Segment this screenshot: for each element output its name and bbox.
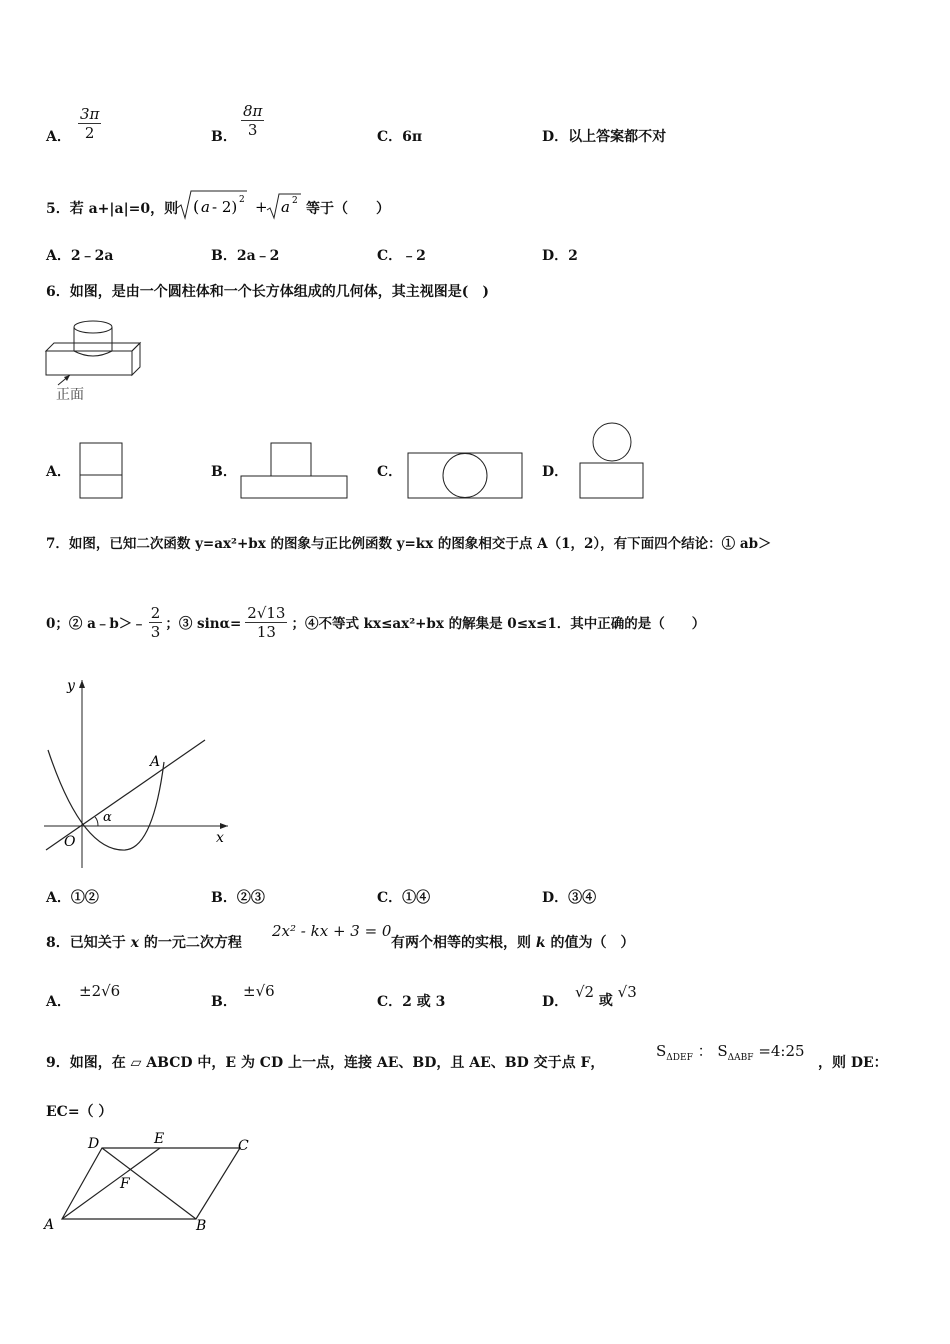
q9-stem: 9．如图，在 ▱ ABCD 中，E 为 CD 上一点，连接 AE、BD，且 AE、BD 交于点 F， [46, 1055, 605, 1071]
fig-label-a: A [44, 1217, 55, 1233]
q7-fraction-sin: $\frac{2√13}{13}$ [247, 603, 286, 641]
q8-option-c: C．2 或 3 [377, 994, 446, 1010]
q4-option-c: C．6π [377, 129, 423, 145]
q6-option-c-label: C． [377, 464, 403, 480]
q5-stem: 5．若 a+|a|=0，则 [46, 201, 179, 217]
q7-option-c: C．①④ [377, 890, 431, 906]
q6-stem: 6．如图，是由一个圆柱体和一个长方体组成的几何体，其主视图是( ) [46, 284, 489, 300]
q4-option-a [46, 126, 71, 146]
q9-stem-line2: EC=（ ） [46, 1104, 113, 1120]
q7-stem-line2: 0；② a﹣b＞﹣ $\frac{2}{3}$ ；③ sinα= $\frac{2√13}{13}$ ；④不等式 kx≤ax²+bx 的解集是 0≤x≤1．其中正确的是（ ） [46, 603, 706, 641]
q4-option-a-fraction: $\frac{3\pi}{2}$ [80, 105, 100, 142]
graph-label-y: y [67, 678, 75, 694]
graph-label-origin: O [64, 834, 76, 850]
option-label: A． [46, 129, 71, 145]
graph-label-x: x [216, 830, 224, 846]
graph-label-point-a: A [150, 754, 161, 770]
q8-option-d: D． [542, 994, 569, 1010]
q5-radical-expression [175, 188, 303, 222]
q8-option-a: A． [46, 994, 71, 1010]
fig-label-e: E [154, 1131, 165, 1147]
q6-option-d-label: D． [542, 464, 569, 480]
q7-graph [40, 672, 235, 872]
q8-option-d-math: √2 或 √3 [575, 983, 637, 1009]
q7-option-b: B．②③ [211, 890, 265, 906]
q7-option-a: A．①② [46, 890, 99, 906]
q6-solid-figure [40, 315, 150, 407]
q6-option-d-view [577, 421, 647, 501]
q8-stem-end: 有两个相等的实根，则 k 的值为（ ） [391, 935, 635, 951]
q5-option-c: C．﹣2 [377, 248, 426, 264]
fig-label-b: B [196, 1218, 207, 1234]
q8-equation: 2x² - kx + 3 = 0 [272, 922, 392, 940]
q5-stem-end: 等于（ ） [306, 201, 390, 217]
q4-option-b-fraction: $\frac{8\pi}{3}$ [243, 102, 263, 139]
graph-label-alpha: α [103, 810, 112, 825]
q8-option-b-math: ±√6 [243, 982, 275, 1000]
q9-stem-end: ，则 DE： [818, 1055, 888, 1071]
q4-option-d: D．以上答案都不对 [542, 129, 667, 145]
q5-option-a: A．2﹣2a [46, 248, 114, 264]
q8-option-a-math: ±2√6 [79, 982, 121, 1000]
fig-label-d: D [88, 1136, 100, 1152]
q8-stem: 8．已知关于 x 的一元二次方程 [46, 935, 242, 951]
q7-fraction-two-thirds: $\frac{2}{3}$ [150, 603, 161, 641]
svg-text:- 2): - 2) [212, 198, 238, 216]
q5-option-d: D．2 [542, 248, 578, 264]
fig-label-f: F [120, 1176, 130, 1192]
q4-option-b: B． [211, 129, 237, 145]
svg-text:+: + [255, 198, 268, 216]
q6-option-b-label: B． [211, 464, 237, 480]
q6-option-a-label: A． [46, 464, 71, 480]
svg-text:a: a [281, 198, 290, 216]
fig-label-c: C [238, 1138, 249, 1154]
q7-stem-line1: 7．如图，已知二次函数 y=ax²+bx 的图象与正比例函数 y=kx 的图象相交于点 A（1，2），有下面四个结论：① ab＞ [46, 536, 772, 552]
q6-option-b-view [238, 441, 350, 501]
q9-ratio: $S_{\Delta DEF}$ ： $S_{\Delta ABF}$ =4:25 [656, 1042, 805, 1063]
svg-text:2: 2 [239, 195, 245, 205]
svg-text:(: ( [193, 197, 200, 216]
q7-option-d: D．③④ [542, 890, 597, 906]
q6-option-c-view [405, 451, 525, 501]
q8-option-b: B． [211, 994, 237, 1010]
svg-text:2: 2 [292, 196, 298, 206]
q6-option-a-view [78, 441, 124, 501]
q5-option-b: B．2a﹣2 [211, 248, 280, 264]
q9-parallelogram-figure [40, 1126, 260, 1238]
q6-front-label: 正面 [56, 387, 84, 403]
svg-text:a: a [201, 198, 210, 216]
